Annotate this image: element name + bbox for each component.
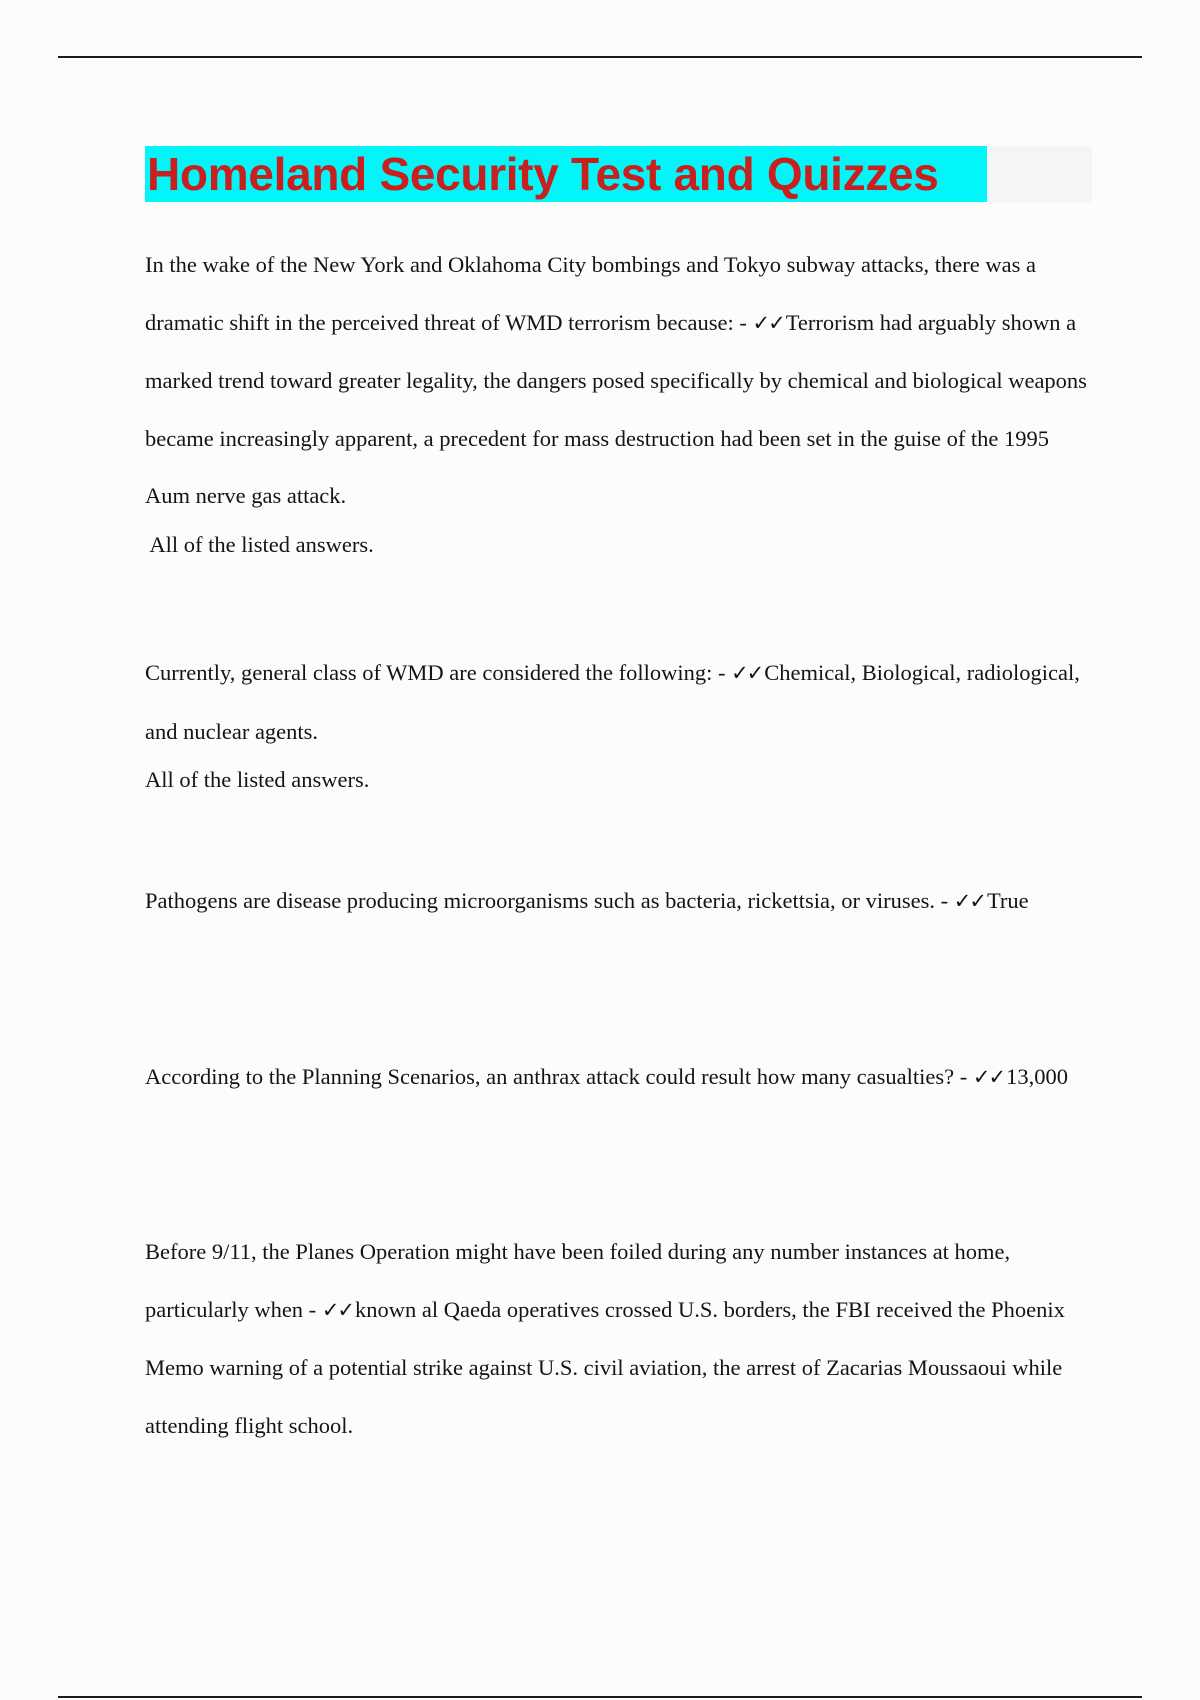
qa-item-3: [145, 872, 1095, 931]
check-marks-icon: ✓✓: [752, 310, 784, 335]
qa-item-4: [145, 1048, 1095, 1107]
question-text: Currently, general class of WMD are considered the following: -: [145, 660, 726, 685]
check-marks-icon: ✓✓: [731, 661, 763, 685]
extra-answer: All of the listed answers.: [145, 531, 374, 557]
extra-answer: All of the listed answers.: [145, 767, 370, 792]
answer-text: True: [986, 888, 1029, 913]
qa-item-2: [145, 644, 1095, 792]
qa-text: [145, 236, 1095, 525]
qa-text: [145, 1223, 1095, 1454]
qa-item-1: [145, 236, 1095, 557]
question-text: Pathogens are disease producing microorganisms such as bacteria, rickettsia, or viruses. -: [145, 888, 949, 913]
check-marks-icon: ✓✓: [972, 1065, 1005, 1089]
answer-text: Terrorism had arguably shown a marked trend toward greater legality, the dangers posed specifically by chemical and biological weapons became increasingly apparent, a precedent for mass destruction had been set in the guise of the 1995 Aum nerve gas attack.: [145, 309, 1087, 508]
check-marks-icon: ✓✓: [321, 1297, 354, 1322]
qa-item-5: [145, 1223, 1095, 1454]
answer-text: Chemical, Biological, radiological, and nuclear agents.: [145, 660, 1080, 744]
page-title: Homeland Security Test and Quizzes: [147, 148, 939, 200]
check-marks-icon: ✓✓: [953, 889, 985, 913]
bottom-rule: [58, 1696, 1142, 1698]
answer-text: 13,000: [1006, 1064, 1068, 1089]
answer-text: known al Qaeda operatives crossed U.S. borders, the FBI received the Phoenix Memo warning of a potential strike against U.S. civil aviation, the arrest of Zacarias Moussaoui while attending flight school.: [145, 1296, 1065, 1438]
qa-text: [145, 644, 1095, 760]
question-text: According to the Planning Scenarios, an anthrax attack could result how many casualties? -: [145, 1064, 968, 1089]
qa-text: [145, 1048, 1095, 1107]
question-text: In the wake of the New York and Oklahoma City bombings and Tokyo subway attacks, there was a dramatic shift in the perceived threat of WMD terrorism because: -: [145, 252, 1036, 335]
question-text: Before 9/11, the Planes Operation might have been foiled during any number instances at home, particularly when -: [145, 1239, 1011, 1322]
top-rule: [58, 56, 1142, 58]
title-highlight: [145, 146, 987, 202]
qa-text: [145, 872, 1095, 931]
